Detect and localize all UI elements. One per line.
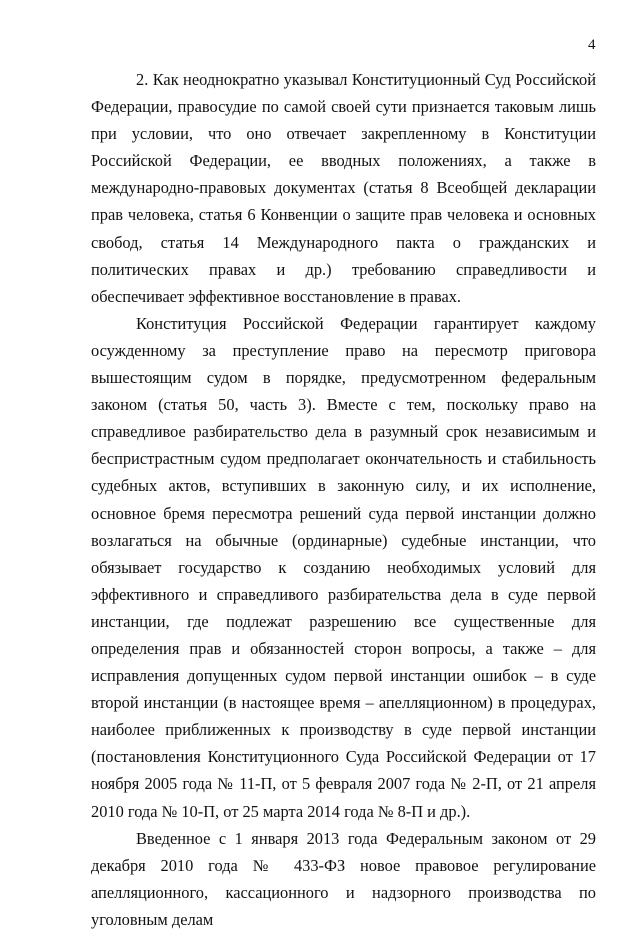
paragraph-1: 2. Как неоднократно указывал Конституционный Суд Российской Федерации, правосудие по самой своей сути признается таковым лишь при условии, что оно отвечает закрепленному в Конституции Российской Федерации, ее вводных положениях, а также в международно-правовых документах (статья 8 Всеобщей декларации прав человека, статья 6 Конвенции о защите прав человека и основных свобод, статья 14 Международного пакта о гражданских и политических правах и др.) требованию справедливости и обеспечивает эффективное восстановление в правах. [91,70,596,306]
page-number: 4 [588,37,596,53]
paragraph-3: Введенное с 1 января 2013 года Федеральным законом от 29 декабря 2010 года № 433-ФЗ новое правовое регулирование апелляционного, кассационного и надзорного производства по уголовным делам [91,828,596,929]
document-body [91,66,596,933]
paragraph-2: Конституция Российской Федерации гарантирует каждому осужденному за преступление право на пересмотр приговора вышестоящим судом в порядке, предусмотренном федеральным законом (статья 50, часть 3). Вместе с тем, поскольку право на справедливое разбирательство дела в разумный срок независимым и беспристрастным судом предполагает окончательность и стабильность судебных актов, вступивших в законную силу, и их исполнение, основное бремя пересмотра решений суда первой инстанции должно возлагаться на обычные (ординарные) судебные инстанции, что обязывает государство к созданию необходимых условий для эффективного и справедливого разбирательства дела в суде первой инстанции, где подлежат разрешению все существенные для определения прав и обязанностей сторон вопросы, а также – для исправления допущенных судом первой инстанции ошибок – в суде второй инстанции (в настоящее время – апелляционном) в процедурах, наиболее приближенных к производству в суде первой инстанции (постановления Конституционного Суда Российской Федерации от 17 ноября 2005 года № 11-П, от 5 февраля 2007 года № 2-П, от 21 апреля 2010 года № 10-П, от 25 марта 2014 года № 8-П и др.). [91,313,596,821]
